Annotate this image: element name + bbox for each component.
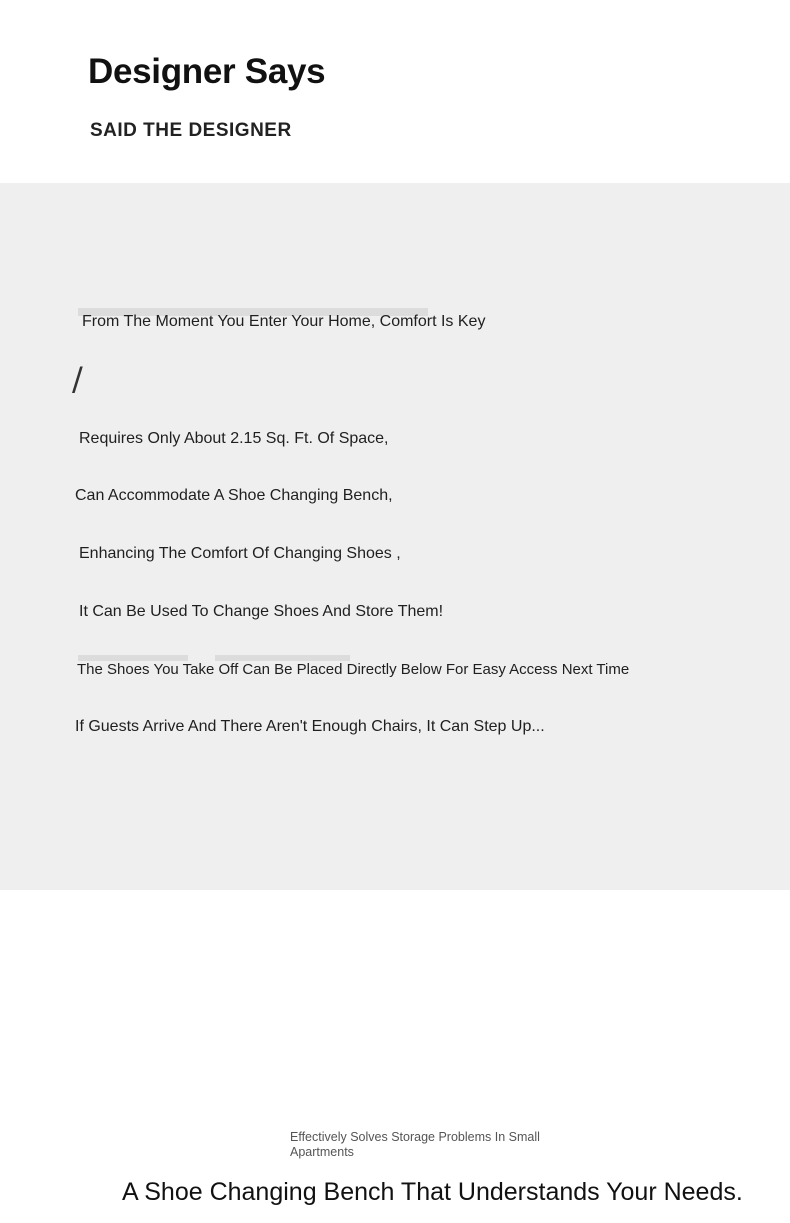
content-line-6: The Shoes You Take Off Can Be Placed Directly Below For Easy Access Next Time xyxy=(77,661,630,678)
content-line-7: If Guests Arrive And There Aren't Enough Chairs, It Can Step Up... xyxy=(75,718,545,735)
content-line-5: It Can Be Used To Change Shoes And Store Them! xyxy=(79,603,444,620)
page-subtitle: SAID THE DESIGNER xyxy=(90,120,292,141)
footer-caption: Effectively Solves Storage Problems In Small Apartments xyxy=(290,1130,540,1159)
content-section xyxy=(0,183,790,890)
content-line-3: Can Accommodate A Shoe Changing Bench, xyxy=(75,487,393,504)
content-line-1: From The Moment You Enter Your Home, Comfort Is Key xyxy=(82,313,486,330)
slash-divider: / xyxy=(72,360,83,398)
footer-tagline: A Shoe Changing Bench That Understands Your Needs. xyxy=(122,1178,743,1206)
page-title: Designer Says xyxy=(88,52,326,91)
content-line-2: Requires Only About 2.15 Sq. Ft. Of Space, xyxy=(79,430,389,447)
content-line-4: Enhancing The Comfort Of Changing Shoes , xyxy=(79,545,401,562)
